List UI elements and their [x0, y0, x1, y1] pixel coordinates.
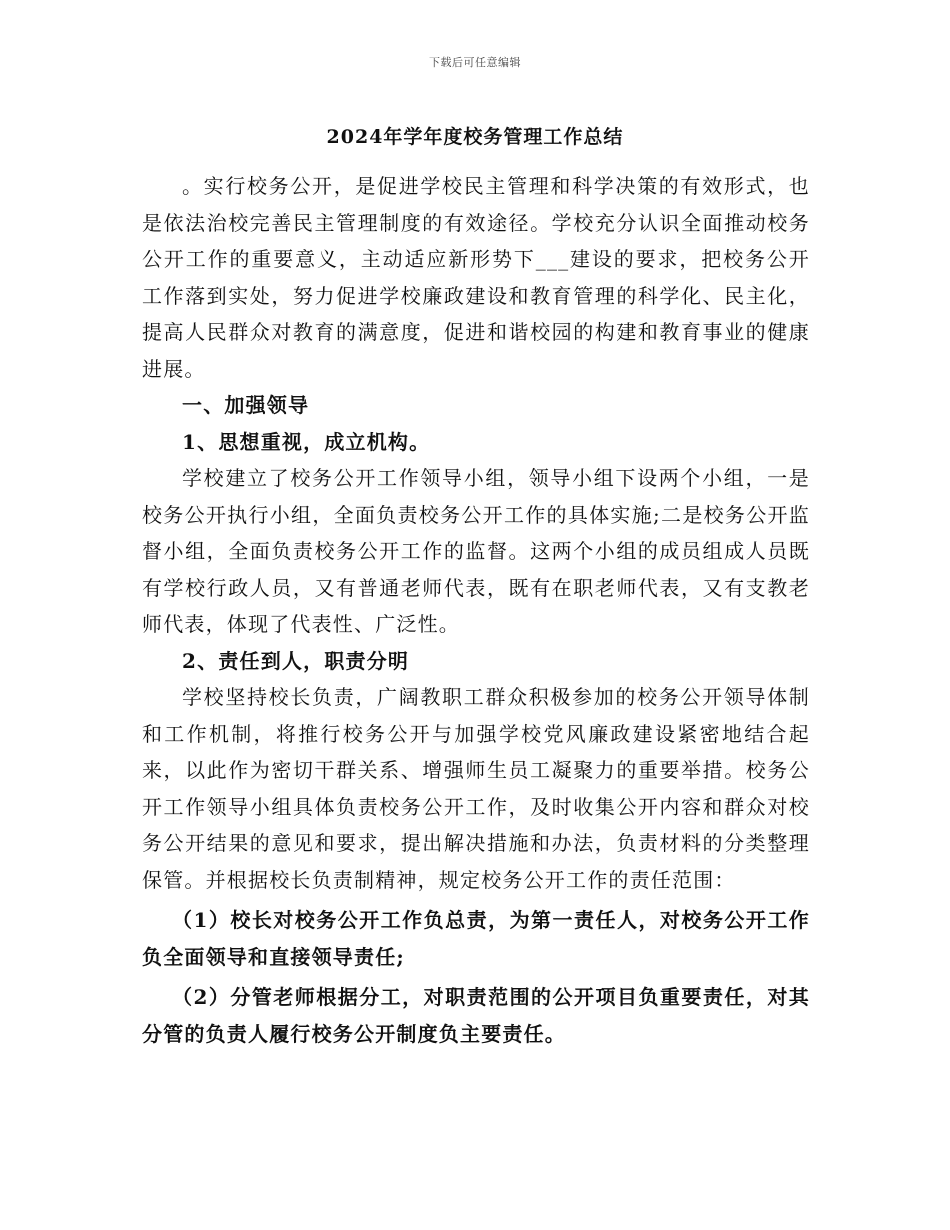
subsection-body-1: 学校建立了校务公开工作领导小组，领导小组下设两个小组，一是校务公开执行小组，全面负责校务公开工作的具体实施;二是校务公开监督小组，全面负责校务公开工作的监督。这两个小组的成员组成人员既有学校行政人员，又有普通老师代表，既有在职老师代表，又有支教老师代表，体现了代表性、广泛性。: [142, 466, 810, 636]
responsibility-item-1: （1）校长对校务公开工作负总责，为第一责任人，对校务公开工作负全面领导和直接领导责任;: [142, 908, 810, 969]
subsection-body-2: 学校坚持校长负责，广阔教职工群众积极参加的校务公开领导体制和工作机制，将推行校务公开与加强学校党风廉政建设紧密地结合起来，以此作为密切干群关系、增强师生员工凝聚力的重要举措。校务公开工作领导小组具体负责校务公开工作，及时收集公开内容和群众对校务公开结果的意见和要求，提出解决措施和办法，负责材料的分类整理保管。并根据校长负责制精神，规定校务公开工作的责任范围：: [142, 685, 810, 892]
section-heading-1: 一、加强领导: [182, 393, 310, 417]
intro-paragraph: 。实行校务公开，是促进学校民主管理和科学决策的有效形式，也是依法治校完善民主管理制度的有效途径。学校充分认识全面推动校务公开工作的重要意义，主动适应新形势下___建设的要求，把校务公开工作落到实处，努力促进学校廉政建设和教育管理的科学化、民主化，提高人民群众对教育的满意度，促进和谐校园的构建和教育事业的健康进展。: [142, 174, 810, 381]
document-body: [142, 168, 810, 1052]
subsection-heading-1: 1、思想重视，成立机构。: [182, 429, 431, 454]
header-note: 下载后可任意编辑: [429, 56, 521, 69]
responsibility-item-2: （2）分管老师根据分工，对职责范围的公开项目负重要责任，对其分管的负责人履行校务公开制度负主要责任。: [142, 985, 810, 1046]
subsection-heading-2: 2、责任到人，职责分明: [182, 648, 410, 673]
page-title: 2024年学年度校务管理工作总结: [326, 126, 624, 148]
